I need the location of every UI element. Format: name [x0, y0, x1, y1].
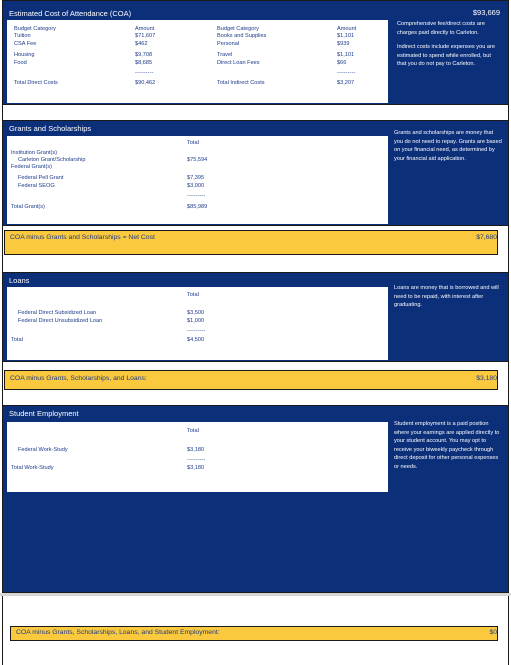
- employment-header-total: Total: [187, 428, 199, 434]
- workstudy-total-label: Total Work-Study: [11, 465, 54, 471]
- direct-row-amount: $71,607: [135, 33, 156, 39]
- loans-title: Loans: [9, 276, 30, 285]
- coa-table-area: [7, 20, 388, 103]
- direct-row-label: Food: [14, 60, 27, 66]
- indirect-row-amount: $1,101: [337, 52, 355, 58]
- grants-header-total: Total: [187, 140, 199, 146]
- direct-row-amount: $9,708: [135, 52, 153, 58]
- direct-header-category: Budget Category: [14, 26, 56, 32]
- direct-row-label: CSA Fee: [14, 41, 37, 47]
- carleton-grant-label: Carleton Grant/Scholarship: [18, 157, 86, 163]
- grants-dashes: ---------: [187, 193, 206, 199]
- carleton-grant-amount: $75,594: [187, 157, 208, 163]
- after-loans-label: COA minus Grants, Scholarships, and Loans:: [10, 375, 147, 382]
- indirect-row-label: Direct Loan Fees: [217, 60, 260, 66]
- after-loans-bar: [4, 370, 498, 390]
- pell-grant-label: Federal Pell Grant: [18, 175, 64, 181]
- direct-total-amount: $90,462: [135, 80, 156, 86]
- net-cost-label: COA minus Grants and Scholarships = Net Cost: [10, 234, 155, 241]
- coa-total: $93,669: [472, 8, 500, 17]
- direct-row-label: Housing: [14, 52, 35, 58]
- indirect-total-amount: $3,207: [337, 80, 355, 86]
- indirect-header-amount: Amount: [337, 26, 357, 32]
- seog-label: Federal SEOG: [18, 183, 55, 189]
- employment-dashes: ---------: [187, 457, 206, 463]
- indirect-row-amount: $66: [337, 60, 347, 66]
- unsubsidized-loan-label: Federal Direct Unsubsidized Loan: [18, 318, 103, 324]
- direct-total-label: Total Direct Costs: [14, 80, 58, 86]
- direct-row-amount: $462: [135, 41, 148, 47]
- unsubsidized-loan-amount: $1,000: [187, 318, 205, 324]
- institution-grants-label: Institution Grant(s): [11, 150, 58, 156]
- seog-amount: $3,000: [187, 183, 205, 189]
- coa-note-indirect: Indirect costs include expenses you are estimated to spend while enrolled, but that you do not pay to Carleton.: [397, 44, 495, 68]
- workstudy-label: Federal Work-Study: [18, 447, 68, 453]
- grants-section: [2, 120, 509, 226]
- after-employment-label: COA minus Grants, Scholarships, Loans, and Student Employment:: [16, 629, 220, 636]
- indirect-dashes: ---------: [337, 70, 356, 76]
- employment-title: Student Employment: [9, 409, 79, 418]
- direct-header-amount: Amount: [135, 26, 155, 32]
- pell-grant-amount: $7,395: [187, 175, 205, 181]
- direct-row-label: Tuition: [14, 33, 31, 39]
- loans-dashes: ---------: [187, 328, 206, 334]
- grants-total-label: Total Grant(s): [11, 204, 45, 210]
- employment-note: Student employment is a paid position where your earnings are applied directly to your student account. You may opt to receive your biweekly paycheck through direct deposit for other personal expenses or needs.: [389, 418, 507, 488]
- coa-section: [2, 0, 509, 105]
- loans-total-amount: $4,500: [187, 337, 205, 343]
- after-employment-bar: [10, 626, 498, 641]
- indirect-row-label: Books and Supplies: [217, 33, 267, 39]
- indirect-row-amount: $1,101: [337, 33, 355, 39]
- federal-grants-label: Federal Grant(s): [11, 164, 53, 170]
- grants-total-amount: $85,989: [187, 204, 208, 210]
- employment-section: [2, 405, 509, 593]
- direct-dashes: ---------: [135, 70, 154, 76]
- subsidized-loan-amount: $3,500: [187, 310, 205, 316]
- workstudy-total-amount: $3,180: [187, 465, 205, 471]
- indirect-row-amount: $939: [337, 41, 350, 47]
- subsidized-loan-label: Federal Direct Subsidized Loan: [18, 310, 97, 316]
- after-loans-value: $3,180: [476, 375, 497, 382]
- workstudy-amount: $3,180: [187, 447, 205, 453]
- indirect-total-label: Total Indirect Costs: [217, 80, 265, 86]
- net-cost-bar: [4, 230, 498, 255]
- direct-row-amount: $8,685: [135, 60, 153, 66]
- indirect-row-label: Travel: [217, 52, 233, 58]
- indirect-row-label: Personal: [217, 41, 240, 47]
- coa-note-box: [392, 18, 506, 102]
- indirect-header-category: Budget Category: [217, 26, 259, 32]
- grants-title: Grants and Scholarships: [9, 124, 92, 133]
- net-cost-value: $7,680: [476, 234, 497, 241]
- loans-total-label: Total: [11, 337, 23, 343]
- coa-note-direct: Comprehensive fee/direct costs are charges paid directly to Carleton.: [397, 21, 485, 36]
- grants-note: Grants and scholarships are money that you do not need to repay. Grants are based on your financial need, as determined by your financial aid application.: [389, 127, 507, 187]
- loans-header-total: Total: [187, 292, 199, 298]
- after-employment-value: $0: [489, 629, 497, 636]
- loans-note: Loans are money that is borrowed and will need to be repaid, with interest after graduating.: [389, 282, 507, 324]
- coa-title: Estimated Cost of Attendance (COA): [9, 9, 132, 18]
